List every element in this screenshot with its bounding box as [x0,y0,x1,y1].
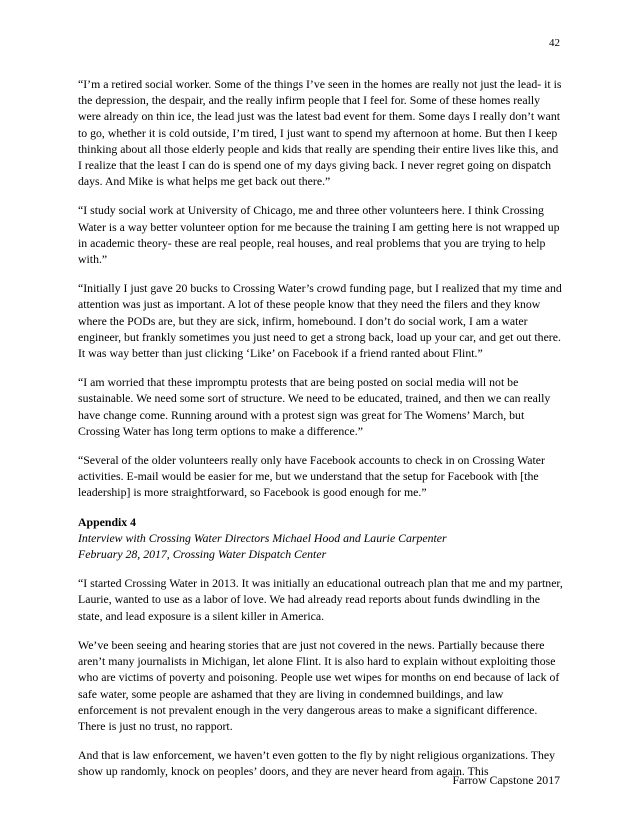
page-number: 42 [549,37,560,49]
interview-paragraph: And that is law enforcement, we haven’t even gotten to the fly by night religious organizations. They show up randomly, knock on peoples’ doors, and they are never heard from again. This [78,748,556,779]
page-footer: Farrow Capstone 2017 [452,773,560,787]
appendix-header [78,514,564,563]
quote-paragraph: “I’m a retired social worker. Some of the things I’ve seen in the homes are really not just the lead- it is the depression, the despair, and the really infirm people that I feel for. Some of these homes really were already on thin ice, the lead just was the latest bad event for them. Some days I really don’t want to go, whether it is cold outside, I’m tired, I just want to spend my afternoon at home. But then I keep thinking about all those elderly people and kids that really are spending their entire lives like this, and I realize that the least I can do is spend one of my days giving back. I never regret going on dispatch days. And Mike is what helps me get back out there.” [78,77,562,189]
quote-paragraph: “Initially I just gave 20 bucks to Crossing Water’s crowd funding page, but I realized that my time and attention was just as important. A lot of these people know that they need the filers and they know where the PODs are, but they are sick, infirm, homebound. I don’t do social work, I am a water engineer, but frankly sometimes you just need to get a strong back, load up your car, and get out there. It was way better than just clicking ‘Like’ on Facebook if a friend ranted about Flint.” [78,281,562,361]
quote-paragraph: “Several of the older volunteers really only have Facebook accounts to check in on Crossing Water activities. E-mail would be easier for me, but we understand that the setup for Facebook with [the leadership] is more straightforward, so Facebook is good enough for me.” [78,453,545,500]
appendix-title: Appendix 4 [78,514,137,529]
interview-paragraph: We’ve been seeing and hearing stories that are just not covered in the news. Partially because there aren’t many journalists in Michigan, let alone Flint. It is also hard to explain without exploiting those who are victims of poverty and poisoning. People use wet wipes for months on end because of lack of safe water, some people are ashamed that they are living in condemned buildings, and law enforcement is not prevalent enough in the very dangerous areas to make a significant difference. There is just no trust, no rapport. [78,637,560,733]
page-content [78,76,564,780]
quote-paragraph: “I am worried that these impromptu protests that are being posted on social media will not be sustainable. We need some sort of structure. We need to be educated, trained, and then we can really have change come. Running around with a protest sign was great for The Womens’ March, but Crossing Water has long term options to make a difference.” [78,375,551,438]
interview-paragraph: “I started Crossing Water in 2013. It was initially an educational outreach plan that me and my partner, Laurie, wanted to use as a labor of love. We had already read reports about funds dwindling in the state, and lead exposure is a silent killer in America. [78,576,563,623]
appendix-subtitle: Interview with Crossing Water Directors Michael Hood and Laurie Carpenter [78,530,447,545]
quote-paragraph: “I study social work at University of Chicago, me and three other volunteers here. I think Crossing Water is a way better volunteer option for me because the training I am getting here is not wrapped up in academic theory- these are real people, real houses, and real problems that you are trying to help with.” [78,203,560,267]
appendix-date: February 28, 2017, Crossing Water Dispatch Center [78,547,327,562]
